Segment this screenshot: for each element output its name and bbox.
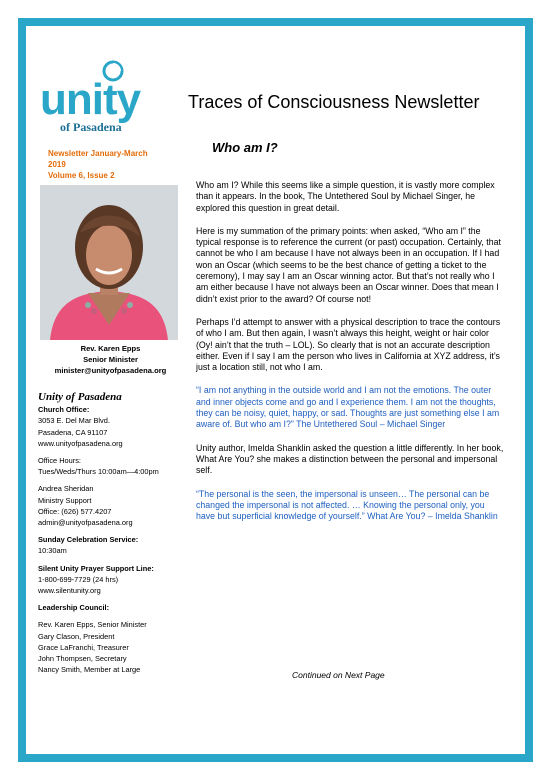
article-quote: “I am not anything in the outside world and I am not the emotions. The outer and inner objects come and go and I experience them. I am not the thoughts, they can be noisy, quiet, happy, or sad. Thoughts are just something else I am aware of. But who am I?” The Untethered Soul – Michael Singer [196, 385, 500, 430]
leader-item: John Thompsen, Secretary [38, 654, 127, 664]
office-hours: Tues/Weds/Thurs 10:00am—4:00pm [38, 467, 159, 477]
prayer-website[interactable]: www.silentunity.org [38, 586, 101, 596]
issue-line: Volume 6, Issue 2 [48, 171, 115, 180]
hours-label: Office Hours: [38, 456, 81, 466]
article-body [196, 180, 504, 534]
continued-note: Continued on Next Page [292, 670, 385, 680]
article-paragraph: Unity author, Imelda Shanklin asked the question a little differently. In her book, What Are You? she makes a distinction between the personal and impersonal self. [196, 442, 504, 476]
issue-line: 2019 [48, 160, 66, 169]
logo-word: unity [40, 75, 141, 124]
prayer-label: Silent Unity Prayer Support Line: [38, 563, 154, 573]
article-heading: Who am I? [212, 140, 278, 155]
address-line: Pasadena, CA 91107 [38, 427, 108, 437]
staff-name: Andrea Sheridan [38, 484, 94, 494]
minister-email: minister@unityofpasadena.org [54, 366, 167, 375]
leader-item: Nancy Smith, Member at Large [38, 665, 141, 675]
issue-line: Newsletter January-March [48, 149, 148, 158]
leadership-label: Leadership Council: [38, 603, 110, 613]
sidebar-title: Unity of Pasadena [38, 391, 122, 403]
leader-item: Grace LaFranchi, Treasurer [38, 642, 129, 652]
article-paragraph: Here is my summation of the primary points: when asked, “Who am I” the typical response is to reference the current (or past) occupation. Certainly, that cannot be who I am because I have not always been in an occupation. If I had won an Oscar (which seems to be the best chance of getting a ticket to the ceremony), I may say I am an Oscar winning actor. But that’s not really who I am either because I have not always been an Oscar winner. Does that mean I didn’t exist prior to the award? Of course not! [196, 225, 501, 304]
leader-item: Gary Clason, President [38, 631, 115, 641]
service-time: 10:30am [38, 546, 67, 556]
prayer-phone: 1-800-699-7729 (24 hrs) [38, 574, 119, 584]
minister-name: Rev. Karen Epps [80, 344, 141, 353]
newsletter-title: Traces of Consciousness Newsletter [188, 92, 480, 112]
website-link[interactable]: www.unityofpasadena.org [38, 438, 123, 448]
staff-role: Ministry Support [38, 495, 92, 505]
logo-subtitle: of Pasadena [60, 120, 122, 134]
photo-caption [38, 343, 183, 376]
admin-email[interactable]: admin@unityofpasadena.org [38, 518, 133, 528]
unity-logo [40, 60, 180, 140]
office-label: Church Office: [38, 405, 90, 415]
address-line: 3053 E. Del Mar Blvd. [38, 416, 110, 426]
leader-item: Rev. Karen Epps, Senior Minister [38, 620, 147, 630]
minister-role: Senior Minister [83, 355, 138, 364]
minister-photo [40, 185, 178, 340]
service-label: Sunday Celebration Service: [38, 535, 139, 545]
issue-info [48, 148, 178, 181]
article-paragraph: Who am I? While this seems like a simple question, it is vastly more complex than it appears. In the book, The Untethered Soul by Michael Singer, he explored this question in great detail. [196, 180, 495, 213]
office-phone: Office: (626) 577.4207 [38, 506, 112, 516]
article-paragraph: Perhaps I’d attempt to answer with a physical description to trace the contours of who I am. But then again, I wasn’t always this height, weight or hair color (Oy! ain’t that the truth – LOL). So clearly that is not an accurate description either. Even if I say I am the person who lives in California at XYZ address, it’s just a location still, not who I am. [196, 316, 501, 373]
article-quote: “The personal is the seen, the impersonal is unseen… The personal can be changed the impersonal is not affected. … Knowing the personal only, you have but superficial knowledge of yourself.” What Are You? – Imelda Shanklin [196, 488, 498, 522]
sidebar-info [38, 392, 188, 675]
